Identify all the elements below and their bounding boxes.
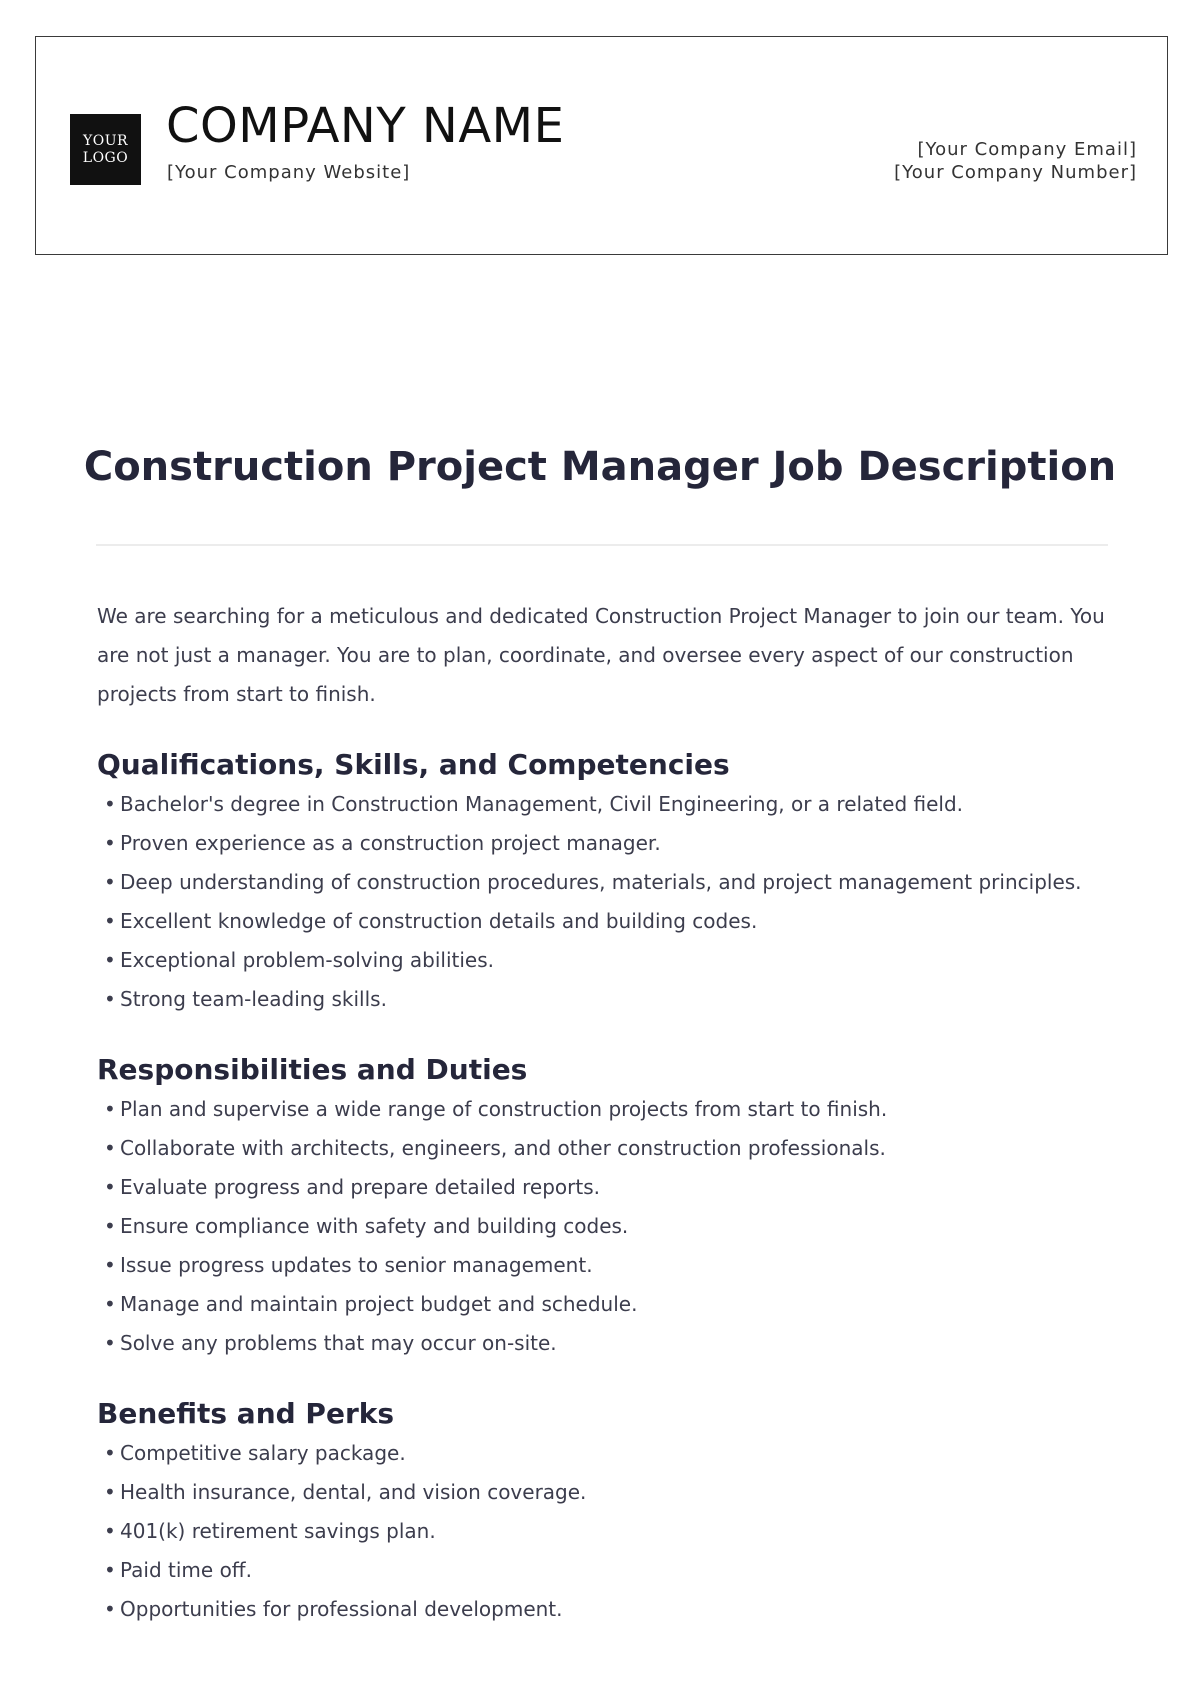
list-item: • 401(k) retirement savings plan. [97,1512,1107,1551]
list-item: • Opportunities for professional development. [97,1590,1107,1629]
list-item: • Ensure compliance with safety and building codes. [97,1207,1107,1246]
logo-line-1: YOUR [82,132,129,149]
benefits-list [97,1434,1107,1629]
section-title: Qualifications, Skills, and Competencies [97,748,730,781]
list-item: • Competitive salary package. [97,1434,1107,1473]
document-title: Construction Project Manager Job Description [83,444,1117,490]
company-email: [Your Company Email] [917,139,1137,160]
section-title: Responsibilities and Duties [97,1053,528,1086]
list-item: • Deep understanding of construction procedures, materials, and project management principles. [97,863,1107,902]
company-contact [894,138,1137,184]
list-item: • Excellent knowledge of construction details and building codes. [97,902,1107,941]
company-name: COMPANY NAME [166,98,565,154]
list-item: • Proven experience as a construction project manager. [97,824,1107,863]
qualifications-list [97,785,1107,1019]
section-responsibilities [97,1053,1107,1363]
list-item: • Strong team-leading skills. [97,980,1107,1019]
company-logo [70,114,141,185]
list-item: • Paid time off. [97,1551,1107,1590]
list-item: • Exceptional problem-solving abilities. [97,941,1107,980]
list-item: • Manage and maintain project budget and schedule. [97,1285,1107,1324]
list-item: • Health insurance, dental, and vision coverage. [97,1473,1107,1512]
responsibilities-list [97,1090,1107,1363]
logo-line-2: LOGO [82,149,129,166]
intro-paragraph: We are searching for a meticulous and dedicated Construction Project Manager to join our team. You are not just a manager. You are to plan, coordinate, and oversee every aspect of our construction projects from start to finish. [97,604,1105,706]
list-item: • Bachelor's degree in Construction Management, Civil Engineering, or a related field. [97,785,1107,824]
list-item: • Collaborate with architects, engineers, and other construction professionals. [97,1129,1107,1168]
section-qualifications [97,748,1107,1019]
list-item: • Issue progress updates to senior management. [97,1246,1107,1285]
section-benefits [97,1397,1107,1629]
list-item: • Plan and supervise a wide range of construction projects from start to finish. [97,1090,1107,1129]
company-website: [Your Company Website] [167,162,411,183]
list-item: • Solve any problems that may occur on-site. [97,1324,1107,1363]
document-body [97,597,1107,1629]
company-number: [Your Company Number] [894,162,1137,183]
list-item: • Evaluate progress and prepare detailed reports. [97,1168,1107,1207]
letterhead [35,36,1168,255]
section-title: Benefits and Perks [97,1397,395,1430]
title-divider [96,544,1108,546]
